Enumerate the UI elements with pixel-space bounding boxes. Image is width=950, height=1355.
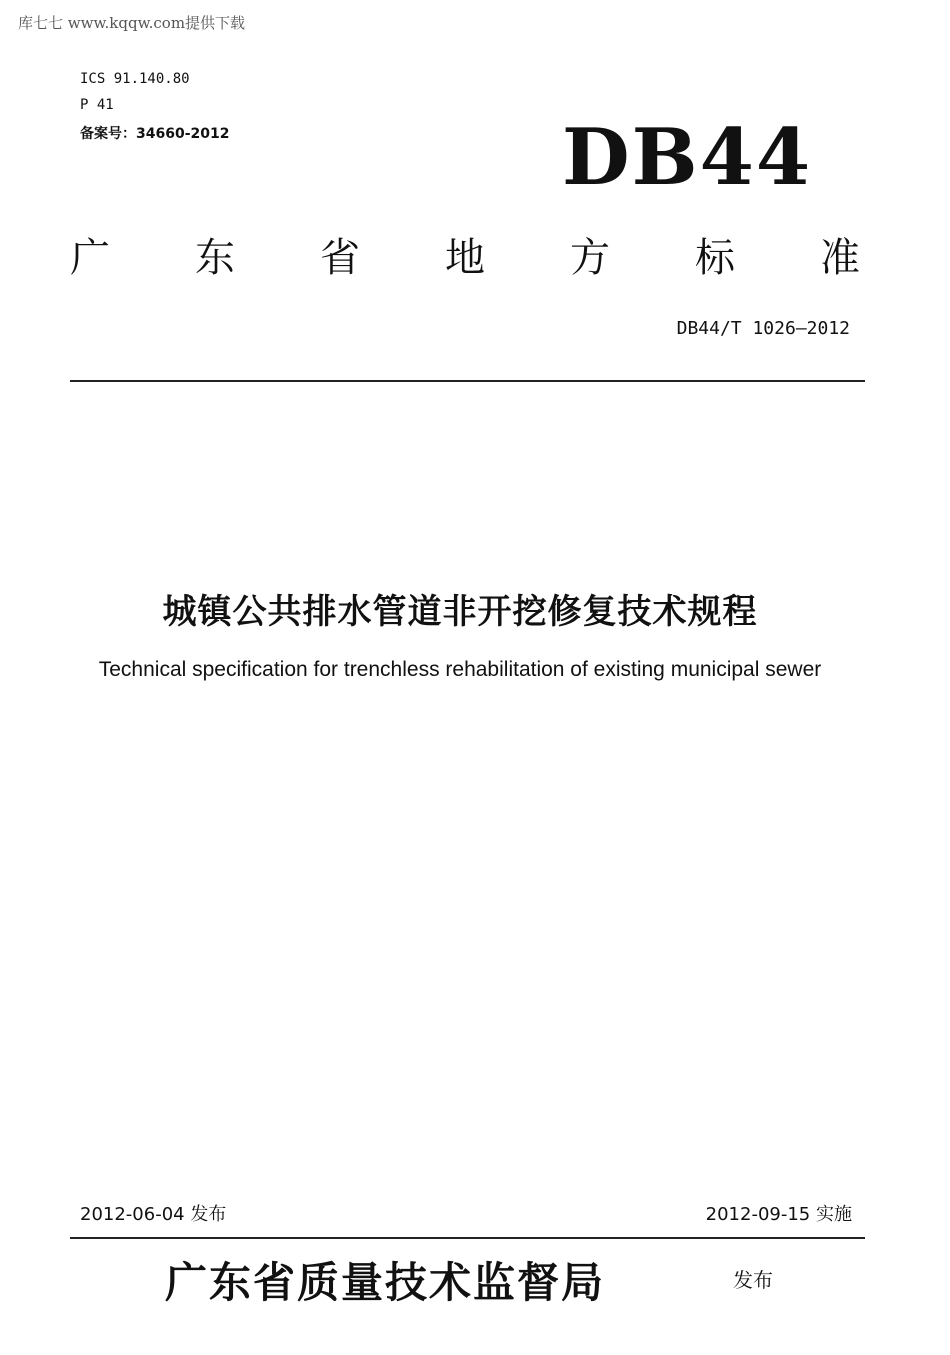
implementation-date: 2012-09-15 实施 [705, 1204, 852, 1225]
document-title-chinese: 城镇公共排水管道非开挖修复技术规程 [162, 592, 758, 632]
record-number: 备案号：34660-2012 [80, 126, 230, 142]
issue-date: 2012-06-04 发布 [80, 1204, 227, 1225]
standard-type-char: 东 [195, 235, 235, 281]
standard-type-char: 省 [320, 235, 360, 281]
standard-type-char: 方 [570, 235, 610, 281]
standard-type-char: 地 [445, 235, 485, 281]
db-code-logo: DB44 [562, 112, 813, 203]
classification-code: P 41 [80, 97, 114, 113]
bottom-divider [70, 1237, 865, 1239]
document-title-english: Technical specification for trenchless rehabilitation of existing municipal sewer [98, 658, 822, 681]
top-divider [70, 380, 865, 382]
standard-type-char: 广 [70, 235, 110, 281]
standard-type-heading [70, 226, 860, 283]
standard-type-char: 标 [695, 235, 735, 281]
standard-number: DB44/T 1026—2012 [676, 318, 850, 339]
watermark-text: 库七七 www.kqqw.com提供下载 [18, 14, 246, 32]
issue-label: 发布 [733, 1268, 773, 1292]
ics-code: ICS 91.140.80 [80, 71, 190, 87]
issuing-authority: 广东省质量技术监督局 [165, 1258, 606, 1307]
standard-type-char: 准 [820, 235, 860, 281]
